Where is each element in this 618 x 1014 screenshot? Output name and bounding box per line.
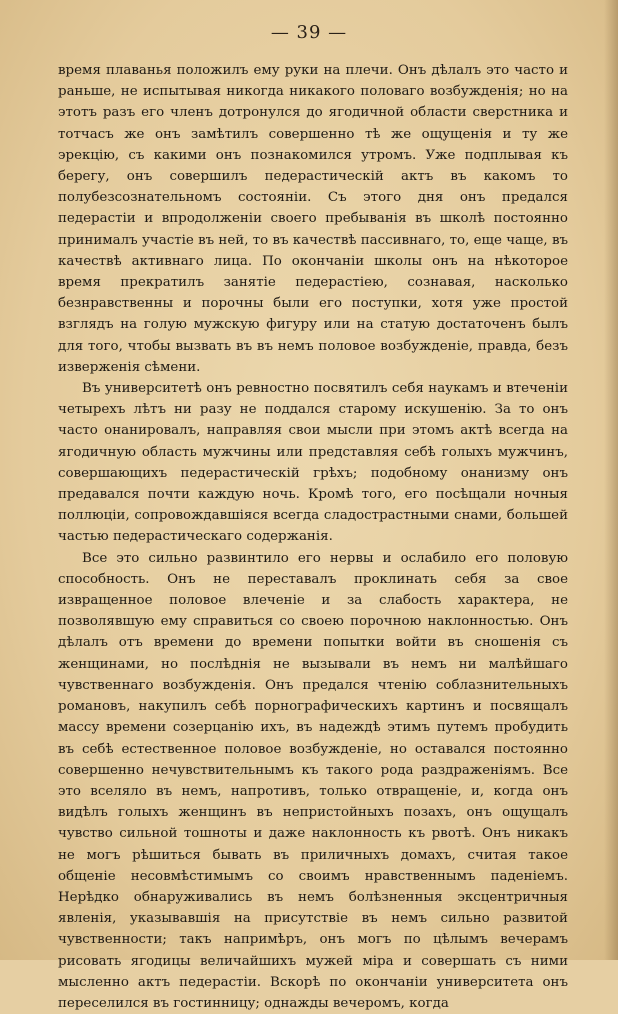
paragraph-3: Все это сильно развинтило его нервы и ослабило его половую способность. Онъ не переставалъ проклинать себя за свое извращенное половое влеченіе и за слабость характера, не позволявшую ему справиться со своею порочною наклонностью. Онъ дѣлалъ отъ времени до времени попытки войти въ сношенія съ женщинами, но послѣднія не вызывали въ немъ ни малѣйшаго чувственнаго возбужденія. Онъ предался чтенію соблазнительныхъ романовъ, накупилъ себѣ порнографическихъ картинъ и посвящалъ массу времени созерцанію ихъ, въ надеждѣ этимъ путемъ пробудить въ себѣ естественное половое возбужденіе, но оставался постоянно совершенно нечувствительнымъ къ такого рода раздраженіямъ. Все это вселяло въ немъ, напротивъ, только отвращеніе, и, когда онъ видѣлъ голыхъ женщинъ въ непристойныхъ позахъ, онъ ощущалъ чувство сильной тошноты и даже наклонность къ рвотѣ. Онъ никакъ не могъ рѣшиться бывать въ приличныхъ домахъ, считая такое общеніе несовмѣстимымъ со своимъ нравственнымъ паденіемъ. Нерѣдко обнаруживались въ немъ болѣзненныя эксцентричныя явленія, указывавшія на присутствіе въ немъ сильно развитой чувственности; такъ напримѣръ, онъ могъ по цѣлымъ вечерамъ рисовать ягодицы величайшихъ мужей міра и совершать съ ними мысленно актъ педерастіи. Вскорѣ по окончаніи университета онъ переселился въ гостинницу; однажды вечеромъ, когда xyxy=(58,550,568,1011)
page-number: — 39 — xyxy=(270,22,348,43)
body-text xyxy=(58,60,568,1014)
page-spine-shadow xyxy=(604,0,618,960)
paragraph-2: Въ университетѣ онъ ревностно посвятилъ себя наукамъ и втеченіи четырехъ лѣтъ ни разу не поддался старому искушенію. За то онъ часто онанировалъ, направляя свои мысли при этомъ актѣ всегда на ягодичную область мужчины или представляя себѣ голыхъ мужчинъ, совершающихъ педерастическій грѣхъ; подобному онанизму онъ предавался почти каждую ночь. Кромѣ того, его посѣщали ночныя поллюціи, сопровождавшіяся всегда сладострастными снами, большей частью педерастическаго содержанія. xyxy=(58,381,568,545)
paragraph-1: время плаванья положилъ ему руки на плечи. Онъ дѣлалъ это часто и раньше, не испытывая никогда никакого половаго возбужденія; но на этотъ разъ его членъ дотронулся до ягодичной области сверстника и тотчасъ же онъ замѣтилъ совершенно тѣ же ощущенія и ту же эрекцію, съ какими онъ познакомился утромъ. Уже подплывая къ берегу, онъ совершилъ педерастическій актъ въ какомъ то полубезсознательномъ состояніи. Съ этого дня онъ предался педерастіи и впродолженіи своего пребыванія въ школѣ постоянно принималъ участіе въ ней, то въ качествѣ пассивнаго, то, еще чаще, въ качествѣ активнаго лица. По окончаніи школы онъ на нѣкоторое время прекратилъ занятіе педерастіею, сознавая, насколько безнравственны и порочны были его поступки, хотя уже простой взглядъ на голую мужскую фигуру или на статую достаточенъ былъ для того, чтобы вызвать въ въ немъ половое возбужденіе, правда, безъ изверженія сѣмени. xyxy=(58,63,568,375)
